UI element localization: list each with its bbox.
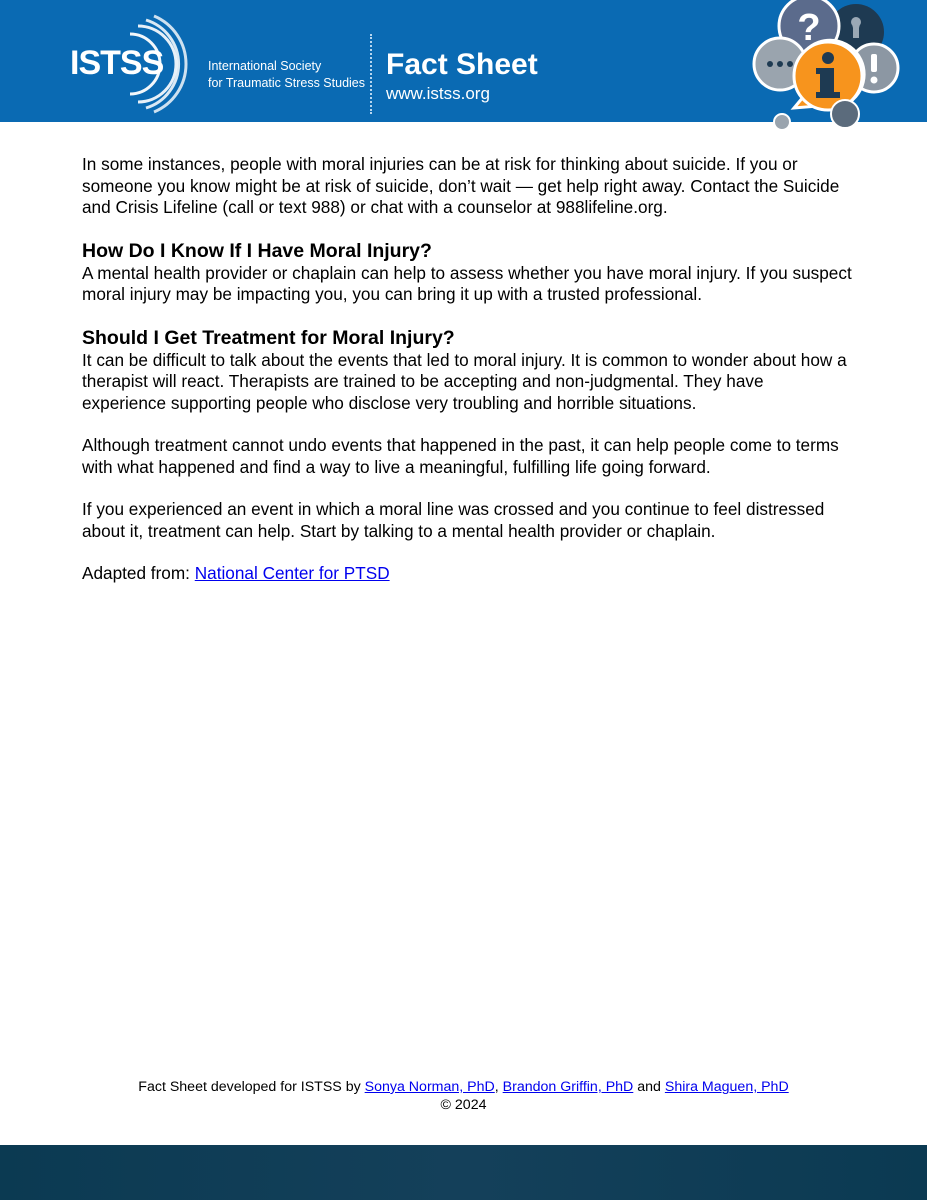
- section-heading-know: How Do I Know If I Have Moral Injury?: [82, 239, 432, 262]
- footer-prefix: Fact Sheet developed for ISTSS by: [138, 1079, 365, 1095]
- footer-credits: [0, 1078, 927, 1096]
- page-title: Fact Sheet: [386, 48, 538, 81]
- intro-paragraph: In some instances, people with moral injuries can be at risk for thinking about suicide. If you or someone you know might be at risk of suicide, don’t wait — get help right away. Contact the Suicide and Crisis Lifeline (call or text 988) or chat with a counselor at 988lifeline.org.: [82, 154, 840, 217]
- author-link-norman[interactable]: Sonya Norman, PhD: [364, 1079, 495, 1095]
- header-divider: [370, 34, 372, 114]
- treatment-paragraph-2: Although treatment cannot undo events that happened in the past, it can help people come to terms with what happened and find a way to live a meaningful, fulfilling life going forward.: [82, 435, 839, 477]
- logo-wordmark: ISTSS: [70, 44, 164, 82]
- header-band: [0, 0, 927, 122]
- footer: [0, 1078, 927, 1114]
- author-link-griffin[interactable]: Brandon Griffin, PhD: [502, 1079, 634, 1095]
- speech-bubbles-icon: [748, 0, 900, 132]
- treatment-paragraph-1: It can be difficult to talk about the events that led to moral injury. It is common to wonder about how a therapist will react. Therapists are trained to be accepting and non-judgmental. They have experience supporting people who disclose very troubling and horrible situations.: [82, 349, 847, 413]
- copyright: © 2024: [440, 1097, 487, 1113]
- footer-sep1: ,: [494, 1079, 503, 1095]
- org-name: [208, 58, 368, 92]
- source-link[interactable]: National Center for PTSD: [194, 563, 390, 583]
- org-name-line1: International Society: [208, 59, 322, 73]
- treatment-paragraph-3: If you experienced an event in which a moral line was crossed and you continue to feel distressed about it, treatment can help. Start by talking to a mental health provider or chaplain.: [82, 499, 825, 541]
- svg-text:?: ?: [797, 7, 821, 49]
- website-url[interactable]: www.istss.org: [386, 84, 490, 103]
- main-content: [82, 154, 852, 606]
- org-name-line2: for Traumatic Stress Studies: [208, 76, 366, 90]
- bottom-bar: [0, 1145, 927, 1200]
- section-know-text: A mental health provider or chaplain can help to assess whether you have moral injury. If you suspect moral injury may be impacting you, you can bring it up with a trusted professional.: [82, 262, 852, 304]
- author-link-maguen[interactable]: Shira Maguen, PhD: [664, 1079, 789, 1095]
- istss-logo[interactable]: [70, 14, 370, 114]
- adapted-prefix: Adapted from:: [82, 563, 195, 583]
- adapted-from: [82, 563, 852, 585]
- section-heading-treatment: Should I Get Treatment for Moral Injury?: [82, 326, 455, 349]
- footer-sep2: and: [633, 1079, 665, 1095]
